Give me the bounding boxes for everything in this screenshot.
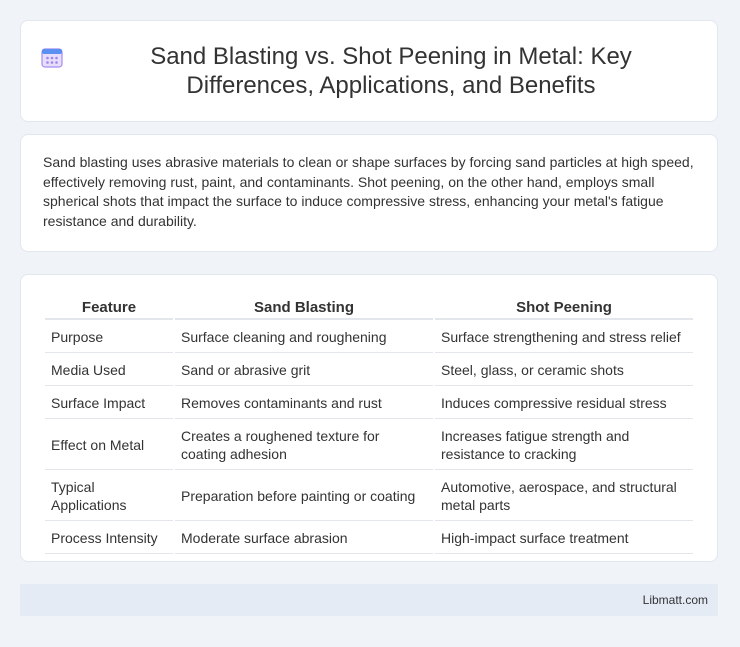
intro-card bbox=[20, 134, 718, 252]
table-row bbox=[45, 322, 693, 353]
table-row bbox=[45, 472, 693, 521]
row-shot-peening-cell: Increases fatigue strength and resistance to cracking bbox=[435, 421, 693, 470]
row-sand-blasting-cell: Removes contaminants and rust bbox=[175, 388, 433, 419]
calendar-icon bbox=[41, 46, 63, 68]
table-row bbox=[45, 388, 693, 419]
row-sand-blasting-cell: Moderate surface abrasion bbox=[175, 523, 433, 554]
row-shot-peening-cell: Automotive, aerospace, and structural metal parts bbox=[435, 472, 693, 521]
row-shot-peening-cell: Steel, glass, or ceramic shots bbox=[435, 355, 693, 386]
table-row bbox=[45, 421, 693, 470]
row-sand-blasting-cell: Creates a roughened texture for coating adhesion bbox=[175, 421, 433, 470]
comparison-table bbox=[43, 291, 695, 556]
row-shot-peening-cell: Surface strengthening and stress relief bbox=[435, 322, 693, 353]
row-shot-peening-cell: High-impact surface treatment bbox=[435, 523, 693, 554]
table-row bbox=[45, 355, 693, 386]
column-header-feature: Feature bbox=[45, 293, 173, 320]
row-feature-cell: Process Intensity bbox=[45, 523, 173, 554]
row-feature-cell: Purpose bbox=[45, 322, 173, 353]
footer-site-link[interactable]: Libmatt.com bbox=[642, 593, 708, 607]
row-feature-cell: Surface Impact bbox=[45, 388, 173, 419]
table-header-row bbox=[45, 293, 693, 320]
comparison-card bbox=[20, 274, 718, 562]
footer bbox=[20, 584, 718, 616]
table-row bbox=[45, 523, 693, 554]
row-feature-cell: Effect on Metal bbox=[45, 421, 173, 470]
header-card bbox=[20, 20, 718, 122]
column-header-shot-peening: Shot Peening bbox=[435, 293, 693, 320]
row-sand-blasting-cell: Preparation before painting or coating bbox=[175, 472, 433, 521]
column-header-sand-blasting: Sand Blasting bbox=[175, 293, 433, 320]
row-feature-cell: Typical Applications bbox=[45, 472, 173, 521]
page-title: Sand Blasting vs. Shot Peening in Metal: Key Differences, Applications, and Benefits bbox=[150, 43, 632, 99]
row-shot-peening-cell: Induces compressive residual stress bbox=[435, 388, 693, 419]
row-sand-blasting-cell: Surface cleaning and roughening bbox=[175, 322, 433, 353]
intro-paragraph: Sand blasting uses abrasive materials to clean or shape surfaces by forcing sand particles at high speed, effectively removing rust, paint, and contaminants. Shot peening, on the other hand, employs small spherical shots that impact the surface to induce compressive stress, enhancing your metal's fatigue resistance and durability. bbox=[43, 154, 694, 229]
title-wrap bbox=[21, 42, 717, 100]
row-sand-blasting-cell: Sand or abrasive grit bbox=[175, 355, 433, 386]
row-feature-cell: Media Used bbox=[45, 355, 173, 386]
